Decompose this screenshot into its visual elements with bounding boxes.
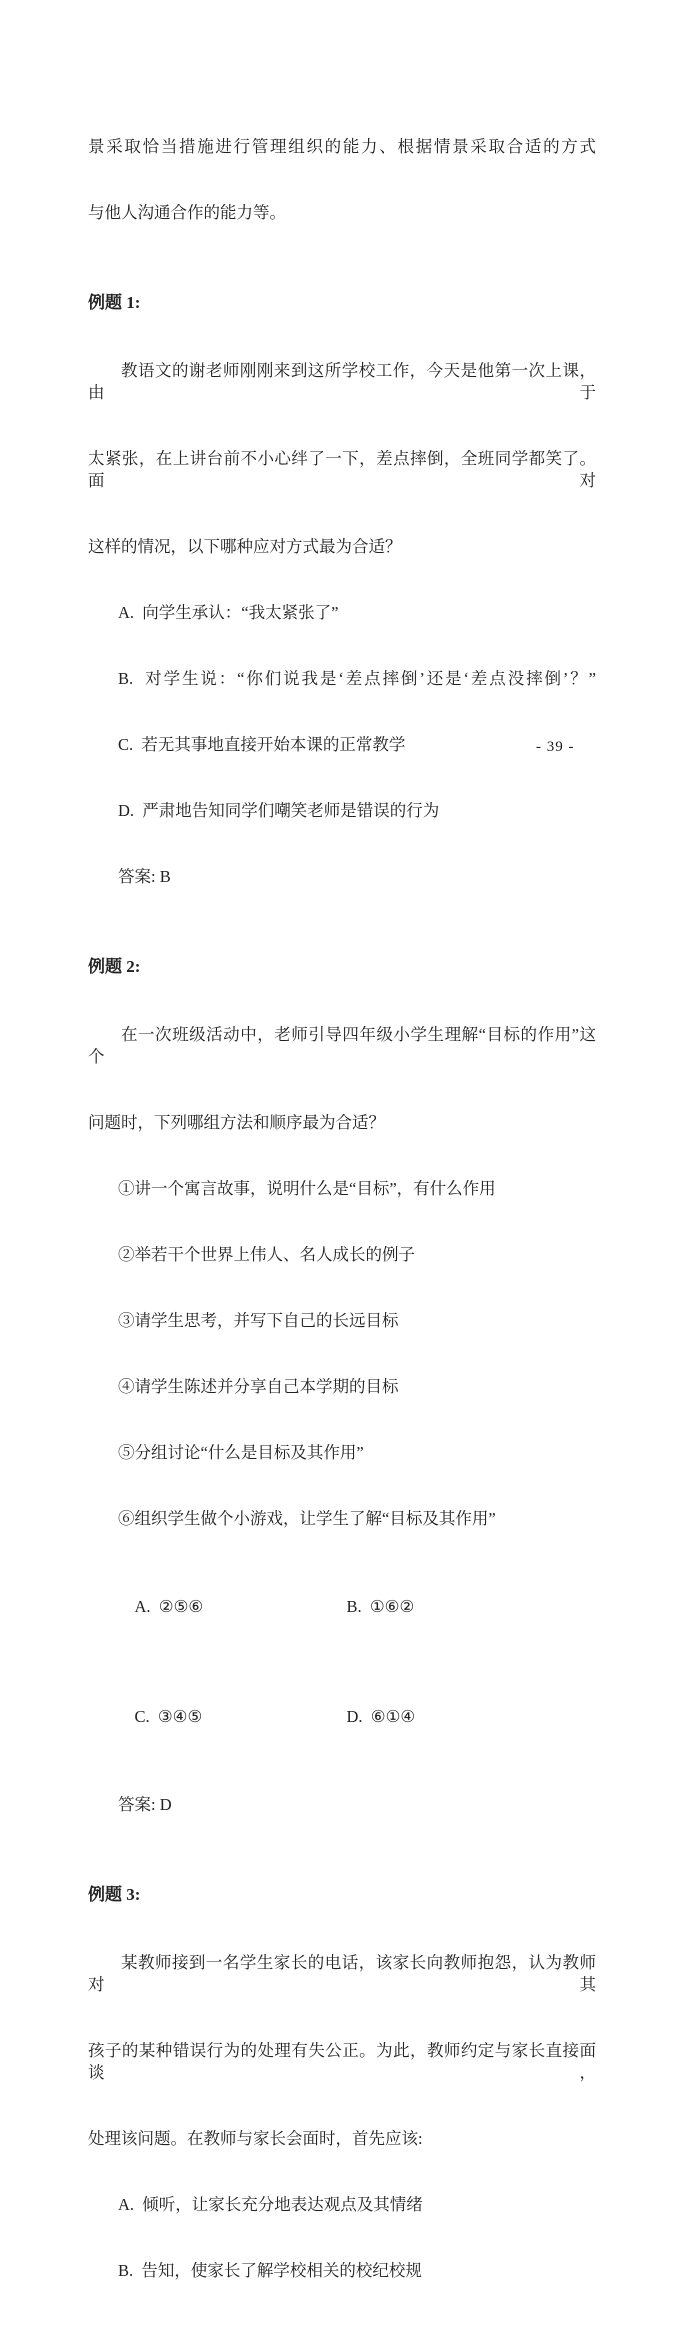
example-3-stem-line: 处理该问题。在教师与家长会面时，首先应该:	[88, 2129, 423, 2148]
example-3-heading: 例题 3:	[88, 1885, 141, 1904]
example-2-option-a: A. ②⑤⑥	[134, 1597, 204, 1616]
example-1-stem-line: 教语文的谢老师刚刚来到这所学校工作，今天是他第一次上课，由于	[88, 361, 596, 402]
example-2-item-4: ④请学生陈述并分享自己本学期的目标	[118, 1377, 399, 1396]
example-1-stem-line: 太紧张，在上讲台前不小心绊了一下，差点摔倒，全班同学都笑了。面对	[88, 449, 596, 490]
example-2-option-row	[88, 1574, 596, 1640]
example-1-answer: 答案: B	[118, 867, 171, 886]
example-3-stem-line: 某教师接到一名学生家长的电话，该家长向教师抱怨，认为教师对其	[88, 1953, 596, 1994]
example-2-option-b: B. ①⑥②	[346, 1597, 415, 1616]
page-number: - 39 -	[536, 739, 575, 755]
example-1-option-b: B. 对学生说：“你们说我是‘差点摔倒’还是‘差点没摔倒’？”	[118, 669, 596, 688]
example-3-option-b: B. 告知，使家长了解学校相关的校纪校规	[118, 2261, 422, 2280]
example-2-heading: 例题 2:	[88, 957, 141, 976]
example-3-option-a: A. 倾听，让家长充分地表达观点及其情绪	[118, 2195, 423, 2214]
document-page	[88, 70, 596, 2326]
example-2-stem-line: 在一次班级活动中，老师引导四年级小学生理解“目标的作用”这个	[88, 1025, 596, 1066]
example-2-item-1: ①讲一个寓言故事，说明什么是“目标”，有什么作用	[118, 1179, 496, 1198]
example-1-option-d: D. 严肃地告知同学们嘲笑老师是错误的行为	[118, 801, 440, 820]
example-2-stem-line: 问题时，下列哪组方法和顺序最为合适？	[88, 1113, 385, 1132]
example-3-stem-line: 孩子的某种错误行为的处理有失公正。为此，教师约定与家长直接面谈，	[88, 2041, 596, 2082]
example-1-stem-line: 这样的情况，以下哪种应对方式最为合适？	[88, 537, 402, 556]
example-2-option-d: D. ⑥①④	[346, 1707, 416, 1726]
example-2-option-c: C. ③④⑤	[134, 1707, 203, 1726]
example-2-item-5: ⑤分组讨论“什么是目标及其作用”	[118, 1443, 364, 1462]
continuation-line: 与他人沟通合作的能力等。	[88, 203, 286, 222]
example-2-item-2: ②举若干个世界上伟人、名人成长的例子	[118, 1245, 415, 1264]
example-2-item-6: ⑥组织学生做个小游戏，让学生了解“目标及其作用”	[118, 1509, 496, 1528]
example-1-option-a: A. 向学生承认：“我太紧张了”	[118, 603, 339, 622]
example-1-heading: 例题 1:	[88, 293, 141, 312]
example-2-item-3: ③请学生思考，并写下自己的长远目标	[118, 1311, 399, 1330]
example-2-answer: 答案: D	[118, 1795, 172, 1814]
example-2-option-row	[88, 1684, 596, 1750]
continuation-line: 景采取恰当措施进行管理组织的能力、根据情景采取合适的方式	[88, 137, 596, 156]
example-1-option-c: C. 若无其事地直接开始本课的正常教学	[118, 735, 406, 754]
